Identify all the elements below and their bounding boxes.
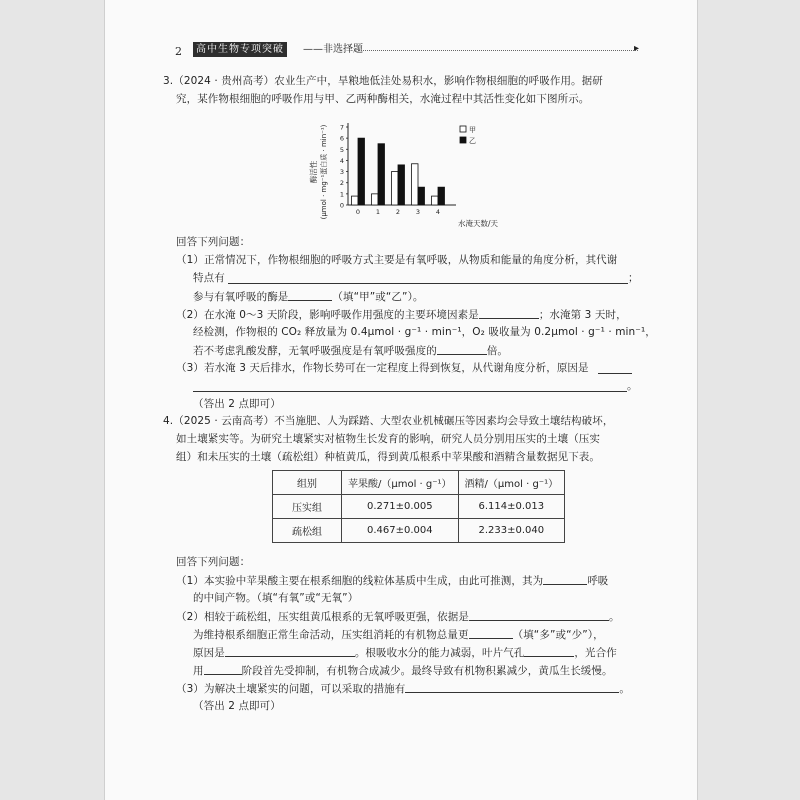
chart-legend-label: 乙 — [469, 137, 476, 145]
q4-resp-type-blank[interactable] — [543, 573, 587, 585]
q3-sub1-semicolon: ； — [628, 272, 639, 284]
q4-sub1-line-1-end: 呼吸 — [587, 575, 609, 587]
q3-stem-line-1: 3.（2024 · 贵州高考）农业生产中，旱粮地低洼处易积水，影响作物根细胞的呼吸作用。据研 — [163, 75, 603, 87]
page-number: 2 — [175, 45, 182, 58]
q3-ratio-blank[interactable] — [437, 343, 487, 355]
chart-bar-yi — [358, 138, 365, 205]
header-arrow-icon: ▸ — [634, 43, 640, 54]
q3-sub2-line-1 — [176, 307, 627, 322]
chart-legend-swatch — [460, 126, 466, 132]
book-title-badge: 高中生物专项突破 — [193, 42, 287, 57]
q4-sub2-line-3 — [193, 645, 617, 660]
table-cell: 0.467±0.004 — [342, 519, 459, 543]
q3-sub1-answer-blank[interactable] — [228, 283, 628, 284]
q3-sub2-line-1-end: ；水淹第 3 天时， — [538, 309, 627, 321]
q4-more-less-blank[interactable] — [469, 627, 513, 639]
chart-bar-yi — [378, 144, 385, 205]
chart-ylabel-line-1: 酶活性 — [309, 160, 318, 184]
table-header-row — [273, 471, 565, 495]
q4-sub3-line-1 — [176, 681, 630, 696]
table-header-cell: 组别 — [273, 471, 342, 495]
table-header-cell: 酒精/（μmol · g⁻¹） — [458, 471, 565, 495]
q4-sub3-line-1-end: 。 — [619, 683, 630, 695]
q3-sub2-line-3-end: 倍。 — [486, 345, 509, 357]
chart-ylabel-line-2: (μmol · mg⁻¹蛋白质 · min⁻¹) — [320, 124, 328, 220]
chart-bar-jia — [412, 164, 419, 205]
q3-sub3-blank-a[interactable] — [598, 373, 632, 374]
q4-sub1-line-1-text: （1）本实验中苹果酸主要在根系细胞的线粒体基质中生成，由此可推测，其为 — [176, 575, 544, 587]
q3-sub3-line-1: （3）若水淹 3 天后排水，作物长势可在一定程度上得到恢复，从代谢角度分析，原因是 — [176, 362, 589, 374]
chart-legend-swatch — [460, 137, 466, 143]
q4-sub3-line-1-text: （3）为解决土壤紧实的问题，可以采取的措施有 — [176, 683, 406, 695]
q4-sub1-line-1 — [176, 573, 608, 588]
chart-x-tick-label: 4 — [435, 208, 441, 216]
q3-sub1-line-3-end: （填“甲”或“乙”）。 — [332, 291, 424, 303]
chart-y-tick-label: 1 — [339, 190, 344, 199]
chart-bar-jia — [352, 196, 359, 205]
section-title: ——非选择题 — [303, 44, 363, 55]
table-cell: 6.114±0.013 — [458, 495, 565, 519]
q3-sub2-line-3 — [193, 343, 508, 358]
q3-sub2-line-1-text: （2）在水淹 0～3 天阶段，影响呼吸作用强度的主要环境因素是 — [176, 309, 479, 321]
header-dotted-rule — [358, 50, 638, 51]
q4-sub2-line-2-end: （填“多”或“少”）， — [512, 629, 604, 641]
q4-sub2-line-1 — [176, 609, 620, 624]
chart-y-tick-label: 4 — [339, 156, 344, 165]
chart-y-tick-label: 3 — [339, 168, 344, 177]
table-cell: 2.233±0.040 — [458, 519, 565, 543]
q3-sub1-line-1: （1）正常情况下，作物根细胞的呼吸方式主要是有氧呼吸，从物质和能量的角度分析，其代谢 — [176, 254, 618, 266]
q3-factor-blank[interactable] — [479, 307, 539, 319]
q4-sub2-line-1-text: （2）相较于疏松组，压实组黄瓜根系的无氧呼吸更强，依据是 — [176, 611, 469, 623]
q4-sub2-line-3-mid: 。根吸收水分的能力减弱，叶片气孔 — [354, 647, 525, 659]
q3-sub3-blank-b[interactable] — [193, 391, 627, 392]
q3-sub2-line-2: 经检测，作物根的 CO₂ 释放量为 0.4μmol · g⁻¹ · min⁻¹，O₂ 吸收量为 0.2μmol · g⁻¹ · min⁻¹， — [193, 326, 656, 338]
chart-x-tick-label: 3 — [415, 208, 421, 216]
chart-x-tick-label: 0 — [355, 208, 361, 216]
table-cell: 压实组 — [273, 495, 342, 519]
q4-sub2-line-4-end: 阶段首先受抑制，有机物合成减少。最终导致有机物积累减少，黄瓜生长缓慢。 — [241, 665, 613, 677]
q3-sub1-line-3-text: 参与有氧呼吸的酶是 — [193, 291, 289, 303]
q4-prompt: 回答下列问题： — [176, 556, 251, 568]
table-cell: 疏松组 — [273, 519, 342, 543]
enzyme-activity-bar-chart — [300, 112, 500, 232]
q4-stem-line-2: 如土壤紧实等。为研究土壤紧实对植物生长发育的影响，研究人员分别用压实的土壤（压实 — [176, 433, 600, 445]
q4-sub2-line-2-text: 为维持根系细胞正常生命活动，压实组消耗的有机物总量更 — [193, 629, 469, 641]
chart-bar-yi — [418, 187, 425, 205]
q4-sub2-line-4 — [193, 663, 613, 678]
q4-note: （答出 2 点即可） — [193, 700, 281, 712]
chart-bar-yi — [398, 165, 405, 205]
chart-y-tick-label: 5 — [339, 145, 344, 154]
chart-legend-label: 甲 — [469, 126, 476, 134]
q4-sub2-line-4-text: 用 — [193, 665, 204, 677]
table-row — [273, 495, 565, 519]
q4-stem-line-3: 组）和未压实的土壤（疏松组）种植黄瓜，得到黄瓜根系中苹果酸和酒精含量数据见下表。 — [176, 451, 600, 463]
q4-reason-blank[interactable] — [225, 645, 355, 657]
chart-bar-jia — [392, 172, 399, 205]
q3-enzyme-blank[interactable] — [288, 289, 332, 301]
q4-stem-line-1: 4.（2025 · 云南高考）不当施肥、人为踩踏、大型农业机械碾压等因素均会导致土壤结构破坏， — [163, 415, 614, 427]
q3-sub1-line-2: 特点有 — [193, 272, 225, 284]
chart-y-tick-label: 0 — [339, 201, 344, 210]
data-table — [272, 470, 565, 543]
q3-sub1-line-3 — [193, 289, 424, 304]
chart-bar-jia — [372, 194, 379, 205]
table-cell: 0.271±0.005 — [342, 495, 459, 519]
chart-x-tick-label: 1 — [375, 208, 381, 216]
q4-sub1-line-2: 的中间产物。（填“有氧”或“无氧”） — [193, 592, 359, 604]
chart-xlabel: 水淹天数/天 — [457, 219, 499, 228]
table-header-cell: 苹果酸/（μmol · g⁻¹） — [342, 471, 459, 495]
q4-sub2-line-3-text: 原因是 — [193, 647, 225, 659]
q4-basis-blank[interactable] — [469, 609, 609, 621]
chart-y-tick-label: 2 — [339, 179, 344, 188]
q4-sub2-line-1-end: 。 — [608, 611, 620, 623]
chart-y-tick-label: 7 — [339, 123, 344, 132]
q3-stem-line-2: 究，某作物根细胞的呼吸作用与甲、乙两种酶相关，水淹过程中其活性变化如下图所示。 — [176, 93, 590, 105]
q4-sub2-line-2 — [193, 627, 604, 642]
q4-stomata-blank[interactable] — [524, 645, 574, 657]
q4-measures-blank[interactable] — [405, 681, 619, 693]
table-row — [273, 519, 565, 543]
q3-sub2-line-3-text: 若不考虑乳酸发酵，无氧呼吸强度是有氧呼吸强度的 — [193, 345, 437, 357]
q3-sub3-period: 。 — [627, 380, 638, 392]
chart-bar-yi — [438, 187, 445, 205]
chart-y-tick-label: 6 — [339, 134, 344, 143]
q3-note: （答出 2 点即可） — [193, 398, 281, 410]
q4-sub2-line-3-end: ，光合作 — [574, 647, 617, 659]
q4-stage-blank[interactable] — [204, 663, 242, 675]
chart-x-tick-label: 2 — [395, 208, 401, 216]
chart-bar-jia — [432, 196, 439, 205]
q3-prompt: 回答下列问题： — [176, 236, 251, 248]
